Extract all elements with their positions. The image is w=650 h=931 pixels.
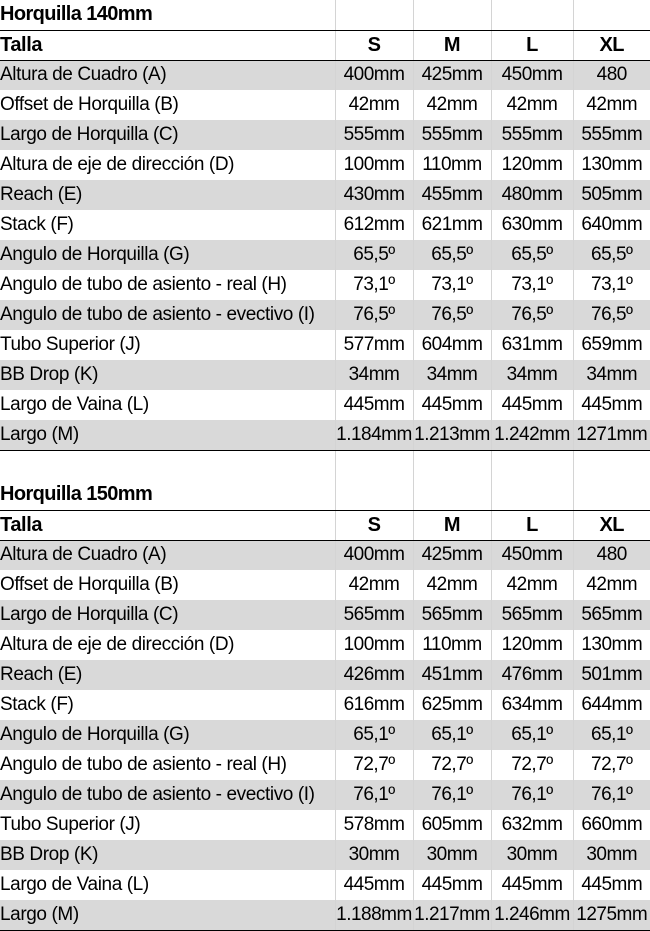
- row-label-cell[interactable]: Angulo de Horquilla (G): [0, 720, 335, 750]
- value-cell[interactable]: 634mm: [491, 690, 573, 720]
- value-cell[interactable]: 65,5º: [413, 240, 491, 270]
- table-row: [0, 240, 650, 270]
- empty-cell[interactable]: [0, 450, 335, 480]
- value-cell[interactable]: 625mm: [413, 690, 491, 720]
- value-cell[interactable]: 426mm: [335, 660, 413, 690]
- value-cell[interactable]: 445mm: [335, 870, 413, 900]
- table-row: [0, 120, 650, 150]
- table-row: [0, 810, 650, 840]
- value-cell[interactable]: 612mm: [335, 210, 413, 240]
- value-cell[interactable]: 659mm: [581, 334, 643, 355]
- table-row: [0, 780, 650, 810]
- value-cell[interactable]: 120mm: [491, 630, 573, 660]
- value-cell[interactable]: 565mm: [491, 600, 573, 630]
- value-cell[interactable]: 34mm: [491, 360, 573, 390]
- table-row: [0, 90, 650, 120]
- value-cell[interactable]: 76,5º: [413, 300, 491, 330]
- value-cell[interactable]: 42mm: [491, 570, 573, 600]
- row-label-cell[interactable]: Altura de eje de dirección (D): [0, 150, 335, 180]
- value-cell[interactable]: 65,5º: [491, 240, 573, 270]
- empty-cell[interactable]: [335, 450, 413, 480]
- value-cell[interactable]: 660mm: [581, 814, 643, 835]
- value-cell[interactable]: 76,1º: [335, 780, 413, 810]
- table-title[interactable]: Horquilla 150mm: [0, 480, 335, 510]
- value-cell[interactable]: 73,1º: [335, 270, 413, 300]
- value-cell[interactable]: 100mm: [335, 630, 413, 660]
- value-cell[interactable]: 451mm: [413, 660, 491, 690]
- value-cell[interactable]: 100mm: [335, 150, 413, 180]
- row-label-cell[interactable]: BB Drop (K): [0, 360, 335, 390]
- row-label-cell[interactable]: Reach (E): [0, 660, 335, 690]
- table-row: [0, 750, 650, 780]
- table-title-row: [0, 480, 650, 510]
- table-row: [0, 720, 650, 750]
- value-cell[interactable]: 577mm: [335, 330, 413, 360]
- table-title[interactable]: Horquilla 140mm: [0, 0, 335, 30]
- header-size-cell[interactable]: S: [335, 510, 413, 540]
- table-row: [0, 60, 650, 90]
- table-row: [0, 300, 650, 330]
- value-cell[interactable]: 1.188mm: [335, 900, 413, 930]
- row-label-cell[interactable]: Stack (F): [0, 210, 335, 240]
- value-cell[interactable]: 555mm: [413, 120, 491, 150]
- empty-cell[interactable]: [573, 0, 650, 30]
- value-cell[interactable]: 73,1º: [591, 274, 633, 295]
- empty-cell[interactable]: [491, 450, 573, 480]
- table-row: [0, 390, 650, 420]
- header-size-cell[interactable]: M: [413, 30, 491, 60]
- value-cell[interactable]: 644mm: [581, 694, 643, 715]
- value-cell[interactable]: 616mm: [335, 690, 413, 720]
- row-label-cell[interactable]: Largo (M): [0, 900, 335, 930]
- value-cell[interactable]: 42mm: [413, 570, 491, 600]
- row-label-cell[interactable]: Largo de Horquilla (C): [0, 120, 335, 150]
- row-label-cell[interactable]: Reach (E): [0, 180, 335, 210]
- value-cell[interactable]: 631mm: [491, 330, 573, 360]
- value-cell[interactable]: 555mm: [491, 120, 573, 150]
- value-cell[interactable]: 430mm: [335, 180, 413, 210]
- table-row: [0, 630, 650, 660]
- table-header-row: [0, 510, 650, 540]
- value-cell[interactable]: 76,5º: [335, 300, 413, 330]
- value-cell[interactable]: 76,1º: [573, 780, 650, 810]
- empty-cell[interactable]: [413, 0, 491, 30]
- empty-cell[interactable]: [573, 480, 650, 510]
- value-cell[interactable]: 1271mm: [573, 420, 650, 450]
- value-cell[interactable]: 632mm: [491, 810, 573, 840]
- header-size-cell[interactable]: L: [491, 30, 573, 60]
- value-cell[interactable]: 455mm: [413, 180, 491, 210]
- value-cell[interactable]: 565mm: [573, 600, 650, 630]
- spacer-row: [0, 450, 650, 480]
- table-row: [0, 270, 650, 300]
- empty-cell[interactable]: [335, 480, 413, 510]
- row-label-cell[interactable]: BB Drop (K): [0, 840, 335, 870]
- value-cell[interactable]: 578mm: [335, 810, 413, 840]
- table-row: [0, 900, 650, 930]
- table-row: [0, 600, 650, 630]
- value-cell[interactable]: 1.184mm: [335, 420, 413, 450]
- value-cell[interactable]: 65,1º: [491, 720, 573, 750]
- value-cell[interactable]: 480mm: [491, 180, 573, 210]
- value-cell[interactable]: 400mm: [335, 60, 413, 90]
- row-label-cell[interactable]: Altura de eje de dirección (D): [0, 630, 335, 660]
- value-cell[interactable]: 72,7º: [335, 750, 413, 780]
- value-cell[interactable]: 110mm: [413, 150, 491, 180]
- value-cell[interactable]: 450mm: [491, 540, 573, 570]
- row-label-cell[interactable]: Tubo Superior (J): [0, 810, 335, 840]
- value-cell[interactable]: 1.242mm: [491, 420, 573, 450]
- row-label-cell[interactable]: Angulo de tubo de asiento - evectivo (I): [0, 780, 335, 810]
- value-cell[interactable]: 73,1º: [413, 270, 491, 300]
- value-cell[interactable]: 42mm: [586, 574, 638, 595]
- value-cell[interactable]: 445mm: [335, 390, 413, 420]
- value-cell[interactable]: 501mm: [573, 660, 650, 690]
- row-label-cell[interactable]: Angulo de tubo de asiento - real (H): [0, 270, 335, 300]
- value-cell[interactable]: 1.217mm: [413, 900, 491, 930]
- value-cell[interactable]: 65,1º: [413, 720, 491, 750]
- row-label-cell[interactable]: Altura de Cuadro (A): [0, 540, 335, 570]
- value-cell[interactable]: 450mm: [491, 60, 573, 90]
- value-cell[interactable]: 42mm: [491, 90, 573, 120]
- value-cell[interactable]: 30mm: [573, 840, 650, 870]
- value-cell[interactable]: 130mm: [581, 154, 643, 175]
- value-cell[interactable]: 72,7º: [413, 750, 491, 780]
- value-cell[interactable]: 130mm: [581, 634, 643, 655]
- empty-cell[interactable]: [413, 480, 491, 510]
- table-header-row: [0, 30, 650, 60]
- table-row: [0, 420, 650, 450]
- header-size-cell[interactable]: L: [491, 510, 573, 540]
- empty-cell[interactable]: [413, 450, 491, 480]
- value-cell[interactable]: 42mm: [335, 570, 413, 600]
- row-label-cell[interactable]: Stack (F): [0, 690, 335, 720]
- table-row: [0, 180, 650, 210]
- row-label-cell[interactable]: Angulo de tubo de asiento - evectivo (I): [0, 300, 335, 330]
- table-row: [0, 660, 650, 690]
- value-cell[interactable]: 76,1º: [491, 780, 573, 810]
- value-cell[interactable]: 425mm: [413, 540, 491, 570]
- value-cell[interactable]: 604mm: [413, 330, 491, 360]
- row-label-cell[interactable]: Largo de Horquilla (C): [0, 600, 335, 630]
- row-label-cell[interactable]: Tubo Superior (J): [0, 330, 335, 360]
- value-cell[interactable]: 565mm: [413, 600, 491, 630]
- value-cell[interactable]: 42mm: [335, 90, 413, 120]
- table-row: [0, 840, 650, 870]
- value-cell[interactable]: 565mm: [335, 600, 413, 630]
- table-row: [0, 210, 650, 240]
- value-cell[interactable]: 1275mm: [573, 900, 650, 930]
- empty-cell[interactable]: [491, 0, 573, 30]
- value-cell[interactable]: 555mm: [573, 120, 650, 150]
- empty-cell[interactable]: [491, 480, 573, 510]
- value-cell[interactable]: 120mm: [491, 150, 573, 180]
- header-size-cell[interactable]: M: [413, 510, 491, 540]
- header-size-cell[interactable]: XL: [573, 510, 650, 540]
- header-size-cell[interactable]: S: [335, 30, 413, 60]
- value-cell[interactable]: 505mm: [573, 180, 650, 210]
- value-cell[interactable]: 425mm: [413, 60, 491, 90]
- header-label-cell[interactable]: Talla: [0, 30, 335, 60]
- value-cell[interactable]: 76,5º: [491, 300, 573, 330]
- value-cell[interactable]: 76,5º: [573, 300, 650, 330]
- value-cell[interactable]: 640mm: [581, 214, 643, 235]
- value-cell[interactable]: 480: [573, 60, 650, 90]
- value-cell[interactable]: 400mm: [335, 540, 413, 570]
- value-cell[interactable]: 42mm: [413, 90, 491, 120]
- value-cell[interactable]: 34mm: [335, 360, 413, 390]
- table-row: [0, 870, 650, 900]
- value-cell[interactable]: 445mm: [581, 874, 643, 895]
- value-cell[interactable]: 34mm: [413, 360, 491, 390]
- value-cell[interactable]: 605mm: [413, 810, 491, 840]
- header-size-cell[interactable]: XL: [573, 30, 650, 60]
- table-row: [0, 690, 650, 720]
- value-cell[interactable]: 110mm: [413, 630, 491, 660]
- row-label-cell[interactable]: Offset de Horquilla (B): [0, 90, 335, 120]
- table-title-row: [0, 0, 650, 30]
- value-cell[interactable]: 65,5º: [573, 240, 650, 270]
- row-label-cell[interactable]: Altura de Cuadro (A): [0, 60, 335, 90]
- value-cell[interactable]: 65,1º: [335, 720, 413, 750]
- value-cell[interactable]: 30mm: [491, 840, 573, 870]
- value-cell[interactable]: 555mm: [335, 120, 413, 150]
- table-row: [0, 360, 650, 390]
- table-row: [0, 570, 650, 600]
- empty-cell[interactable]: [335, 0, 413, 30]
- value-cell[interactable]: 42mm: [586, 94, 638, 115]
- value-cell[interactable]: 1.246mm: [491, 900, 573, 930]
- value-cell[interactable]: 445mm: [413, 870, 491, 900]
- table-row: [0, 330, 650, 360]
- value-cell[interactable]: 1.213mm: [413, 420, 491, 450]
- row-label-cell[interactable]: Angulo de tubo de asiento - real (H): [0, 750, 335, 780]
- value-cell[interactable]: 72,7º: [591, 754, 633, 775]
- row-label-cell[interactable]: Largo de Vaina (L): [0, 870, 335, 900]
- value-cell[interactable]: 30mm: [335, 840, 413, 870]
- value-cell[interactable]: 630mm: [491, 210, 573, 240]
- table-row: [0, 150, 650, 180]
- table-row: [0, 540, 650, 570]
- value-cell[interactable]: 445mm: [413, 390, 491, 420]
- value-cell[interactable]: 480: [573, 540, 650, 570]
- value-cell[interactable]: 34mm: [573, 360, 650, 390]
- value-cell[interactable]: 65,1º: [573, 720, 650, 750]
- value-cell[interactable]: 476mm: [491, 660, 573, 690]
- value-cell[interactable]: 621mm: [413, 210, 491, 240]
- value-cell[interactable]: 445mm: [581, 394, 643, 415]
- value-cell[interactable]: 445mm: [491, 870, 573, 900]
- value-cell[interactable]: 445mm: [491, 390, 573, 420]
- empty-cell[interactable]: [573, 450, 650, 480]
- value-cell[interactable]: 73,1º: [491, 270, 573, 300]
- value-cell[interactable]: 76,1º: [413, 780, 491, 810]
- value-cell[interactable]: 30mm: [413, 840, 491, 870]
- row-label-cell[interactable]: Angulo de Horquilla (G): [0, 240, 335, 270]
- row-label-cell[interactable]: Offset de Horquilla (B): [0, 570, 335, 600]
- row-label-cell[interactable]: Largo de Vaina (L): [0, 390, 335, 420]
- row-label-cell[interactable]: Largo (M): [0, 420, 335, 450]
- value-cell[interactable]: 65,5º: [335, 240, 413, 270]
- value-cell[interactable]: 72,7º: [491, 750, 573, 780]
- header-label-cell[interactable]: Talla: [0, 510, 335, 540]
